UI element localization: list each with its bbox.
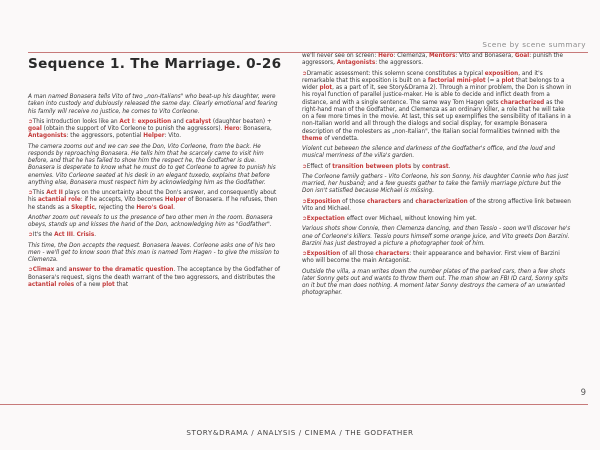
bottom-divider bbox=[0, 404, 588, 405]
arrow-marker-icon: ➲ bbox=[302, 216, 307, 222]
right-paragraphs bbox=[302, 53, 572, 298]
key-term: Act II bbox=[46, 190, 63, 196]
sequence-title: Sequence 1. The Marriage. 0-26 bbox=[28, 56, 282, 72]
key-term: characterized bbox=[500, 99, 545, 106]
key-term: factorial mini-plot bbox=[427, 77, 486, 84]
key-term: Hero bbox=[224, 126, 240, 132]
left-paragraph-3 bbox=[28, 144, 283, 188]
key-term: Antagonists bbox=[28, 133, 67, 140]
text-run: that belongs to a wider bbox=[302, 77, 565, 91]
text-run: , as a part of it, see Story&Drama 2). Through a minor problem, the Don is shown in his royal function of parallel justice-maker. He is able to decide and inflict death from a distance, and with a single sentence. The same way Tom Hagen gets bbox=[302, 85, 572, 106]
footer-breadcrumb: STORY&DRAMA / ANALYSIS / CINEMA / THE GODFATHER bbox=[186, 428, 414, 437]
text-run: that bbox=[114, 281, 129, 288]
text-run: . bbox=[173, 204, 175, 211]
left-paragraph-7 bbox=[28, 243, 283, 265]
text-run: by bbox=[411, 163, 422, 170]
left-paragraph-5 bbox=[28, 215, 283, 230]
key-term: answer to the dramatic question bbox=[68, 267, 174, 274]
text-run: Outside the villa, a man writes down the number plates of the parked cars, then a few shots later Sonny gets out and wants to throw them out. The man show an FBI ID card, Sonny spits on it but the man does nothing. A moment later Sonny destroys the camera of an unwanted photographer. bbox=[302, 268, 568, 297]
right-paragraph-6 bbox=[302, 199, 572, 214]
text-run: It's the bbox=[32, 232, 55, 239]
right-paragraph-9 bbox=[302, 251, 572, 266]
text-run: Dramatic assessment: this solemn scene constitutes a typical bbox=[306, 70, 485, 77]
right-paragraph-3 bbox=[302, 146, 572, 161]
text-run: (obtain the support of Vito Corleone to punish the aggressors). bbox=[41, 126, 225, 132]
key-term: plot bbox=[319, 85, 333, 91]
arrow-marker-icon: ➲ bbox=[28, 232, 33, 239]
left-paragraph-6 bbox=[28, 232, 283, 239]
arrow-marker-icon: ➲ bbox=[302, 251, 307, 257]
arrow-marker-icon: ➲ bbox=[302, 70, 307, 77]
key-term: goal bbox=[28, 126, 42, 132]
right-paragraph-1 bbox=[302, 53, 572, 68]
key-term: Hero bbox=[378, 53, 394, 59]
left-paragraph-4 bbox=[28, 190, 283, 212]
text-run: : bbox=[134, 118, 138, 125]
key-term: characters bbox=[366, 198, 401, 205]
text-run: : punish the aggressors, bbox=[302, 53, 564, 67]
text-run: . bbox=[94, 232, 97, 239]
arrow-marker-icon: ➲ bbox=[28, 118, 33, 125]
page-number: 9 bbox=[580, 388, 586, 398]
text-run: The Corleone family gathers - Vito Corleone, his son Sonny, his daughter Connie who has just married, her husband; and a few guests gather to take the family marriage picture but the Don isn't satisfied because Michael is missing. bbox=[302, 173, 569, 195]
text-run: This introduction looks like an bbox=[32, 118, 120, 125]
right-paragraph-7 bbox=[302, 216, 572, 223]
left-paragraph-2 bbox=[28, 119, 283, 141]
text-run: . bbox=[448, 163, 451, 170]
right-paragraph-4 bbox=[302, 164, 572, 171]
text-run: The camera zooms out and we can see the Don, Vito Corleone, from the back. He responds by reproaching Bonasera. He tells him that he scarcely came to visit him before, and that he has failed to show him the respect he, the Godfather is due. Bonasera is desperate to know what he must do to get Corleone to agree to punish his enemies. Vito Corleone seated at his desk in an elegant tuxedo, explains that before anything else, Bonasera must respect him by acknowledging him as the Godfather. bbox=[28, 143, 276, 186]
right-paragraph-2 bbox=[302, 71, 572, 144]
key-term: Hero's Goal bbox=[136, 204, 174, 211]
text-run: : Clemenza, bbox=[393, 53, 429, 59]
key-term: characterization bbox=[415, 198, 468, 205]
text-run: of vendetta. bbox=[322, 135, 359, 142]
arrow-marker-icon: ➲ bbox=[302, 163, 307, 170]
key-term: Crisis bbox=[76, 232, 95, 239]
text-run: : Vito. bbox=[164, 133, 182, 140]
key-term: Exposition bbox=[306, 198, 341, 205]
text-run: . bbox=[72, 232, 77, 239]
text-run: : if he accepts, Vito becomes bbox=[80, 197, 165, 204]
key-term: Exposition bbox=[306, 251, 341, 257]
key-term: characters bbox=[375, 251, 410, 257]
section-label: Scene by scene summary bbox=[482, 40, 586, 49]
text-run: This bbox=[32, 190, 47, 196]
left-column bbox=[28, 56, 283, 292]
text-run: : their appearance and behavior. First view of Barzini who will become the main Antagonist. bbox=[302, 251, 560, 265]
key-term: actantial roles bbox=[28, 281, 75, 288]
text-run: plays on the uncertainty about the Don's answer, and consequently about his bbox=[28, 190, 277, 204]
text-run: as the right-hand man of the Godfather, and Clemenza as an ordinary killer, a role that he will take on a few more times in the movie. At last, this set up exemplifies the sensibility of Italians in a non-Italian world and all through the dialogs and social display, for example Bonasera description of the molesters as „non-Italian", the Italian social formalities twinned with the bbox=[302, 99, 571, 135]
text-run: of those bbox=[340, 198, 367, 205]
key-term: Helper bbox=[164, 197, 187, 204]
key-term: transition between plots bbox=[332, 163, 412, 170]
key-term: theme bbox=[302, 135, 323, 142]
text-run: of Bonasera. If he refuses, then he stands as a bbox=[28, 197, 278, 211]
text-run: Violent cut between the silence and darkness of the Godfather's office, and the loud and musical merriness of the villa's garden. bbox=[302, 146, 555, 160]
key-term: Helper bbox=[143, 133, 165, 140]
text-run: : Vito and Bonasera, bbox=[455, 53, 515, 59]
left-paragraph-8 bbox=[28, 267, 283, 289]
text-run: and bbox=[54, 267, 69, 274]
left-paragraphs bbox=[28, 94, 283, 289]
text-run: effect over Michael, without knowing him yet. bbox=[344, 216, 477, 222]
text-run: This time, the Don accepts the request. Bonasera leaves. Corleone asks one of his two men - we'll get to know soon that this man is named Tom Hagen - to give the mission to Clemenza. bbox=[28, 242, 280, 263]
key-term: Expectation bbox=[306, 216, 345, 222]
text-run: of a new bbox=[74, 281, 103, 288]
arrow-marker-icon: ➲ bbox=[28, 190, 33, 196]
key-term: Act I bbox=[119, 118, 135, 125]
key-term: exposition bbox=[137, 118, 172, 125]
text-run: Various shots show Connie, then Clemenza dancing, and then Tessio - soon we'll discover he's one of Corleone's killers. Tessio pours himself some orange juice, and Vito greets Don Barzini. Barzini has just destroyed a picture a photographer took of him. bbox=[302, 226, 571, 247]
arrow-marker-icon: ➲ bbox=[28, 267, 33, 274]
text-run: , and it's remarkable that this exposition is built on a bbox=[302, 70, 543, 84]
key-term: actantial role bbox=[37, 197, 81, 204]
arrow-marker-icon: ➲ bbox=[302, 198, 307, 205]
key-term: exposition bbox=[484, 70, 519, 77]
key-term: catalyst bbox=[185, 118, 212, 125]
text-run: (daughter beaten) + bbox=[211, 118, 272, 125]
text-run: A man named Bonasera tells Vito of two „non-Italians" who beat-up his daughter, were taken into custody and dubiously released the same day. Clearly emotional and fearing his family will receive no justice, he comes to Vito Corleone. bbox=[28, 94, 278, 115]
text-run: . The acceptance by the Godfather of Bonasera's request, signs the death warrant of the two aggressors, and distributes the bbox=[28, 267, 280, 281]
key-term: Skeptic bbox=[71, 204, 95, 211]
text-run: and bbox=[401, 198, 416, 205]
right-column bbox=[302, 53, 572, 301]
key-term: Act III bbox=[54, 232, 73, 239]
text-run: (= a bbox=[485, 77, 502, 84]
left-paragraph-1 bbox=[28, 94, 283, 116]
text-run: we'll never see on screen: bbox=[302, 53, 379, 59]
key-term: plot bbox=[102, 281, 115, 288]
right-paragraph-8 bbox=[302, 226, 572, 248]
key-term: Antagonists bbox=[336, 60, 376, 67]
text-run: : Bonasera, bbox=[239, 126, 272, 132]
key-term: Climax bbox=[32, 267, 55, 274]
key-term: contrast bbox=[421, 163, 449, 170]
text-run: and bbox=[171, 118, 186, 125]
text-run: of all those bbox=[340, 251, 376, 257]
text-run: : the aggressors, potential bbox=[66, 133, 144, 140]
text-run: Another zoom out reveals to us the presence of two other men in the room. Bonasera obeys, stands up and kisses the hand of the Don, acknowledging him as "Godfather". bbox=[28, 214, 273, 228]
text-run: Effect of bbox=[306, 163, 333, 170]
key-term: Goal bbox=[514, 53, 530, 59]
right-paragraph-5 bbox=[302, 174, 572, 196]
text-run: : the aggressors. bbox=[375, 60, 424, 67]
text-run: of the strong affective link between Vito and Michael. bbox=[302, 198, 571, 212]
key-term: plot bbox=[501, 77, 515, 84]
text-run: , rejecting the bbox=[94, 204, 137, 211]
key-term: Mentors bbox=[428, 53, 456, 59]
right-paragraph-10 bbox=[302, 269, 572, 298]
